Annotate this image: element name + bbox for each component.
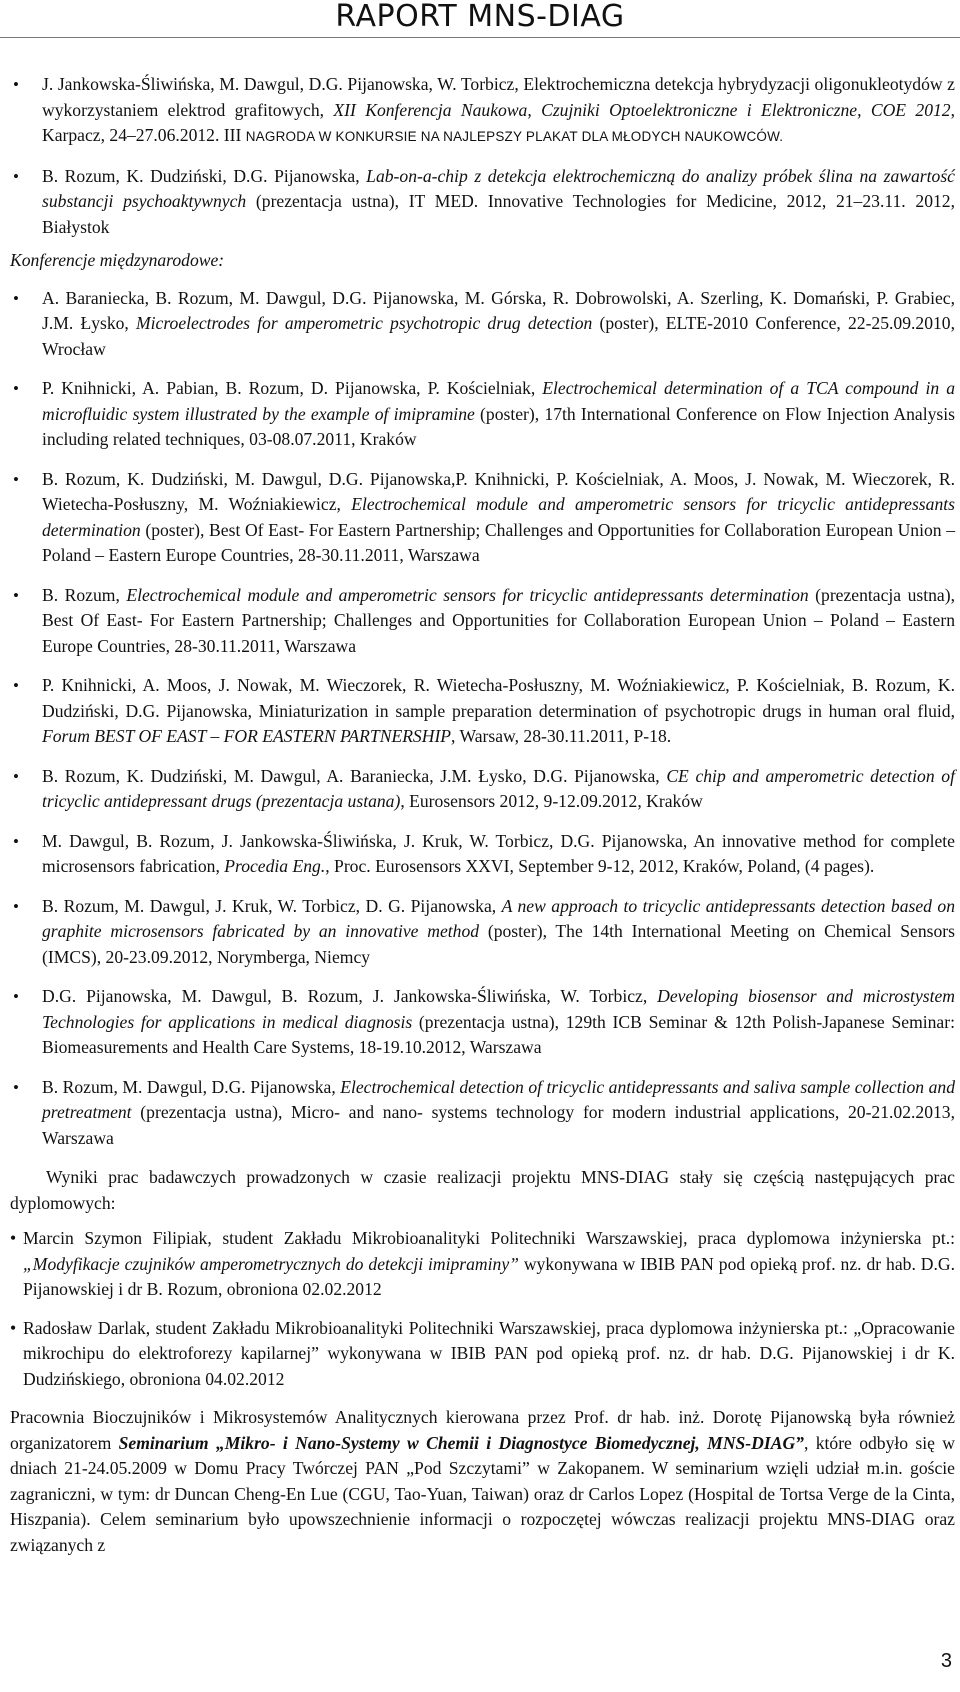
bullet-icon: • <box>13 379 19 398</box>
list-item: • P. Knihnicki, A. Moos, J. Nowak, M. Wieczorek, R. Wietecha-Posłuszny, M. Woźniakiewicz, P. Kościelniak, B. Rozum, K. Dudziński, D.G. Pijanowska, Miniaturization in sample preparation determination of psychotropic drugs in human oral fluid, Forum BEST OF EAST – FOR EASTERN PARTNERSHIP, Warsaw, 28-30.11.2011, P-18. <box>13 675 955 746</box>
bullet-icon: • <box>13 585 19 605</box>
theses-list <box>10 1226 955 1392</box>
report-title: RAPORT MNS-DIAG <box>335 0 625 34</box>
header-divider <box>0 37 960 38</box>
bullet-icon: • <box>13 166 19 186</box>
bullet-icon: • <box>13 831 19 851</box>
list-item: • A. Baraniecka, B. Rozum, M. Dawgul, D.G. Pijanowska, M. Górska, R. Dobrowolski, A. Szerling, K. Domański, P. Grabiec, J.M. Łysko, Microelectrodes for amperometric psychotropic drug detection (poster), ELTE-2010 Conference, 22-25.09.2010, Wrocław <box>13 287 955 359</box>
list-item: • B. Rozum, Electrochemical module and amperometric sensors for tricyclic antidepressants determination (prezentacja ustna), Best Of East- For Eastern Partnership; Challenges and Opportunities for Collaboration European Union – Poland – Eastern Europe Countries, 28-30.11.2011, Warszawa <box>13 584 956 656</box>
list-item: • B. Rozum, M. Dawgul, J. Kruk, W. Torbicz, D. G. Pijanowska, A new approach to tricyclic antidepressants detection based on graphite microsensors fabricated by an innovative method (poster), The 14th International Meeting on Chemical Sensors (IMCS), 20-23.09.2012, Norymberga, Niemcy <box>13 895 956 967</box>
bullet-icon: • <box>10 1228 17 1248</box>
list-item: • B. Rozum, K. Dudziński, M. Dawgul, A. Baraniecka, J.M. Łysko, D.G. Pijanowska, CE chip and amperometric detection of tricyclic antidepressant drugs (prezentacja ustana), Eurosensors 2012, 9-12.09.2012, Kraków <box>13 765 955 811</box>
page-number: 3 <box>940 1650 952 1672</box>
list-item: • J. Jankowska-Śliwińska, M. Dawgul, D.G. Pijanowska, W. Torbicz, Elektrochemiczna detekcja hybrydyzacji oligonukleotydów z wykorzystaniem elektrod grafitowych, XII Konferencja Naukowa, Czujniki Optoelektroniczne i Elektroniczne, COE 2012, Karpacz, 24–27.06.2012. III NAGRODA W KONKURSIE NA NAJLEPSZY PLAKAT DLA MŁODYCH NAUKOWCÓW. <box>13 74 955 145</box>
bullet-icon: • <box>13 987 19 1006</box>
theses-intro: Wyniki prac badawczych prowadzonych w czasie realizacji projektu MNS-DIAG stały się częścią następujących prac dyplomowych: <box>10 1167 955 1213</box>
bullet-icon: • <box>13 288 19 308</box>
page-header <box>0 0 960 36</box>
list-item: • B. Rozum, K. Dudziński, D.G. Pijanowska, Lab-on-a-chip z detekcja elektrochemiczną do analizy próbek ślina na zawartość substancji psychoaktywnych (prezentacja ustna), IT MED. Innovative Technologies for Medicine, 2012, 21–23.11. 2012, Białystok <box>13 165 955 237</box>
seminar-paragraph: Pracownia Bioczujników i Mikrosystemów Analitycznych kierowana przez Prof. dr hab. inż. Dorotę Pijanowską była również organizatorem Seminarium „Mikro- i Nano-Systemy w Chemii i Diagnostyce Biomedycznej, MNS-DIAG”, które odbyło się w dniach 21-24.05.2009 w Domu Pracy Twórczej PAN „Pod Szczytami” w Zakopanem. W seminarium wzięli udział m.in. goście zagraniczni, w tym: dr Duncan Cheng-En Lue (CGU, Tao-Yuan, Taiwan) oraz dr Carlos Lopez (Hospital de Tortsa Verge de la Cinta, Hiszpania). Celem seminarium było upowszechnienie informacji o rozpoczętej wówczas realizacji projektu MNS-DIAG oraz związanych z <box>10 1407 956 1555</box>
bullet-icon: • <box>13 676 19 695</box>
list-item: • Marcin Szymon Filipiak, student Zakładu Mikrobioanalityki Politechniki Warszawskiej, praca dyplomowa inżynierska pt.: „Modyfikacje czujników amperometrycznych do detekcji imipraminy” wykonywana w IBIB PAN pod opieką prof. nz. dr hab. D.G. Pijanowskiej i dr B. Rozum, obroniona 02.02.2012 <box>10 1228 955 1299</box>
international-conference-list <box>10 286 955 1152</box>
list-item: • M. Dawgul, B. Rozum, J. Jankowska-Śliwińska, J. Kruk, W. Torbicz, D.G. Pijanowska, An innovative method for complete microsensors fabrication, Procedia Eng., Proc. Eurosensors XXVI, September 9-12, 2012, Kraków, Poland, (4 pages). <box>13 830 955 876</box>
list-item: • B. Rozum, M. Dawgul, D.G. Pijanowska, Electrochemical detection of tricyclic antidepressants and saliva sample collection and pretreatment (prezentacja ustna), Micro- and nano- systems technology for modern industrial applications, 20-21.02.2013, Warszawa <box>13 1076 955 1148</box>
list-item: • P. Knihnicki, A. Pabian, B. Rozum, D. Pijanowska, P. Kościelniak, Electrochemical determination of a TCA compound in a microfluidic system illustrated by the example of imipramine (poster), 17th International Conference on Flow Injection Analysis including related techniques, 03-08.07.2011, Kraków <box>13 378 956 449</box>
list-item: • D.G. Pijanowska, M. Dawgul, B. Rozum, J. Jankowska-Śliwińska, W. Torbicz, Developing biosensor and microstystem Technologies for applications in medical diagnosis (prezentacja ustna), 129th ICB Seminar & 12th Polish-Japanese Seminar: Biomeasurements and Health Care Systems, 18-19.10.2012, Warszawa <box>13 986 956 1057</box>
list-item: • B. Rozum, K. Dudziński, M. Dawgul, D.G. Pijanowska,P. Knihnicki, P. Kościelniak, A. Moos, J. Nowak, M. Wieczorek, R. Wietecha-Posłuszny, M. Woźniakiewicz, Electrochemical module and amperometric sensors for tricyclic antidepressants determination (poster), Best Of East- For Eastern Partnership; Challenges and Opportunities for Collaboration European Union – Poland – Eastern Europe Countries, 28-30.11.2011, Warszawa <box>13 468 955 565</box>
award-note: NAGRODA W KONKURSIE NA NAJLEPSZY PLAKAT DLA MŁODYCH NAUKOWCÓW. <box>245 129 784 144</box>
bullet-icon: • <box>13 766 19 786</box>
international-conferences-heading: Konferencje międzynarodowe: <box>10 250 225 270</box>
bullet-icon: • <box>13 1077 19 1097</box>
document-body <box>10 72 955 1558</box>
bullet-icon: • <box>10 1317 17 1338</box>
domestic-conference-list <box>10 72 955 240</box>
list-item: • Radosław Darlak, student Zakładu Mikrobioanalityki Politechniki Warszawskiej, praca dyplomowa inżynierska pt.: „Opracowanie mikrochipu do elektroforezy kapilarnej” wykonywana w IBIB PAN pod opieką prof. nz. dr hab. D.G. Pijanowskiej i dr K. Dudzińskiego, obroniona 04.02.2012 <box>10 1317 955 1389</box>
bullet-icon: • <box>13 896 19 916</box>
bullet-icon: • <box>13 75 19 94</box>
bullet-icon: • <box>13 469 19 489</box>
